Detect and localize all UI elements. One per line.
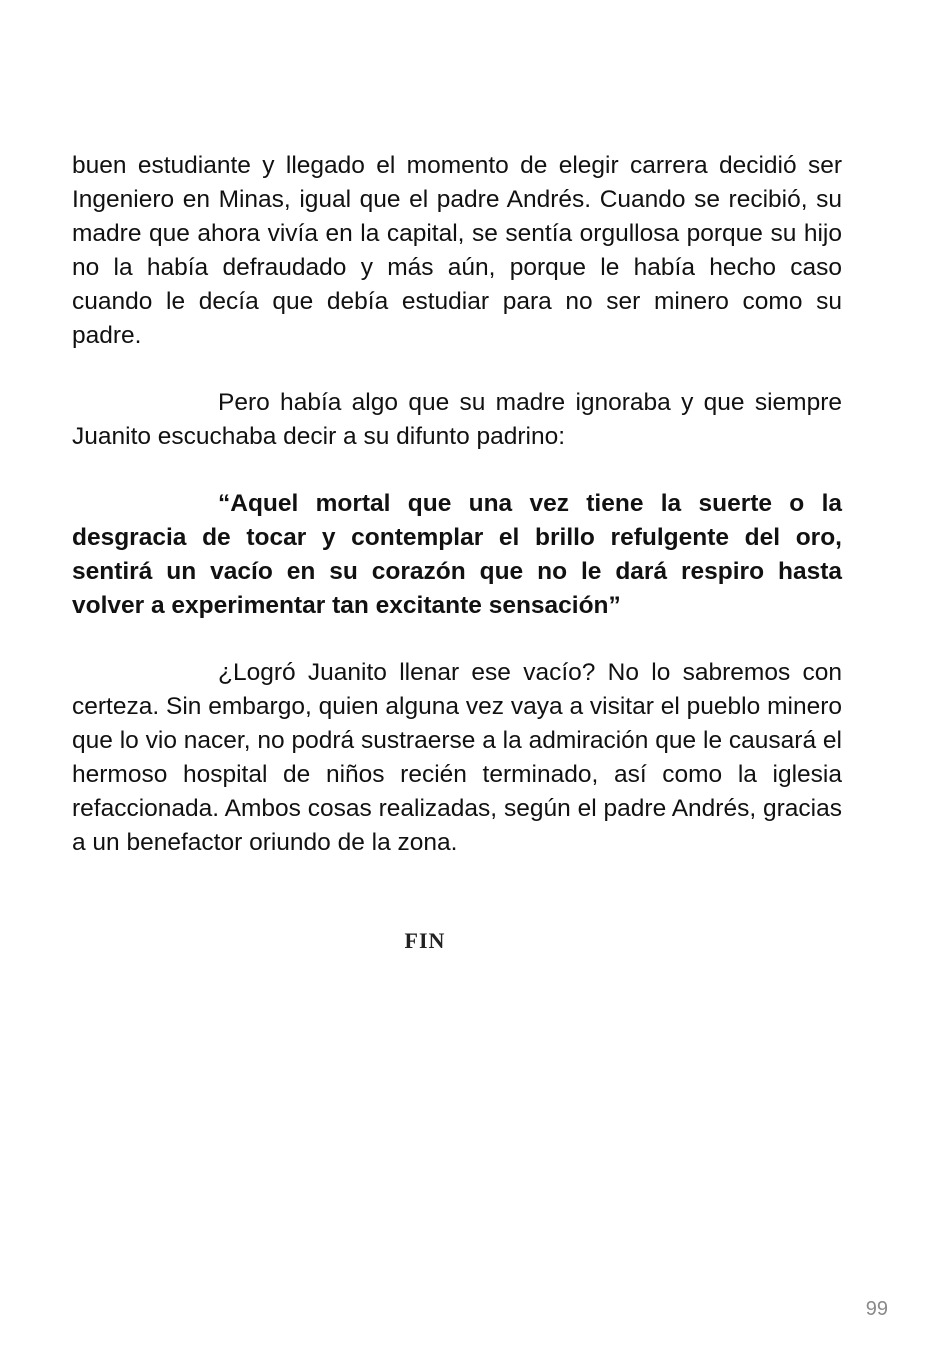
paragraph-gap xyxy=(72,454,842,487)
ending-title: FIN xyxy=(404,928,446,953)
paragraph-gap xyxy=(72,353,842,386)
paragraph-2: Pero había algo que su madre ignoraba y que siempre Juanito escuchaba decir a su difunto padrino: xyxy=(72,389,842,450)
paragraph-4: ¿Logró Juanito llenar ese vacío? No lo sabremos con certeza. Sin embargo, quien alguna vez vaya a visitar el pueblo minero que lo vio nacer, no podrá sustraerse a la admiración que le causará el hermoso hospital de niños recién terminado, así como la iglesia refaccionada. Ambos cosas realizadas, según el padre Andrés, gracias a un benefactor oriundo de la zona. xyxy=(72,659,842,856)
quote-paragraph: “Aquel mortal que una vez tiene la suerte o la desgracia de tocar y contemplar el brillo refulgente del oro, sentirá un vacío en su corazón que no le dará respiro hasta volver a experimentar tan excitante sensación” xyxy=(72,490,842,619)
page-body xyxy=(72,149,842,860)
paragraph-gap xyxy=(72,623,842,656)
paragraph-1: buen estudiante y llegado el momento de elegir carrera decidió ser Ingeniero en Minas, igual que el padre Andrés. Cuando se recibió, su madre que ahora vivía en la capital, se sentía orgullosa porque su hijo no la había defraudado y más aún, porque le había hecho caso cuando le decía que debía estudiar para no ser minero como su padre. xyxy=(72,152,842,349)
page-number: 99 xyxy=(865,1298,888,1320)
